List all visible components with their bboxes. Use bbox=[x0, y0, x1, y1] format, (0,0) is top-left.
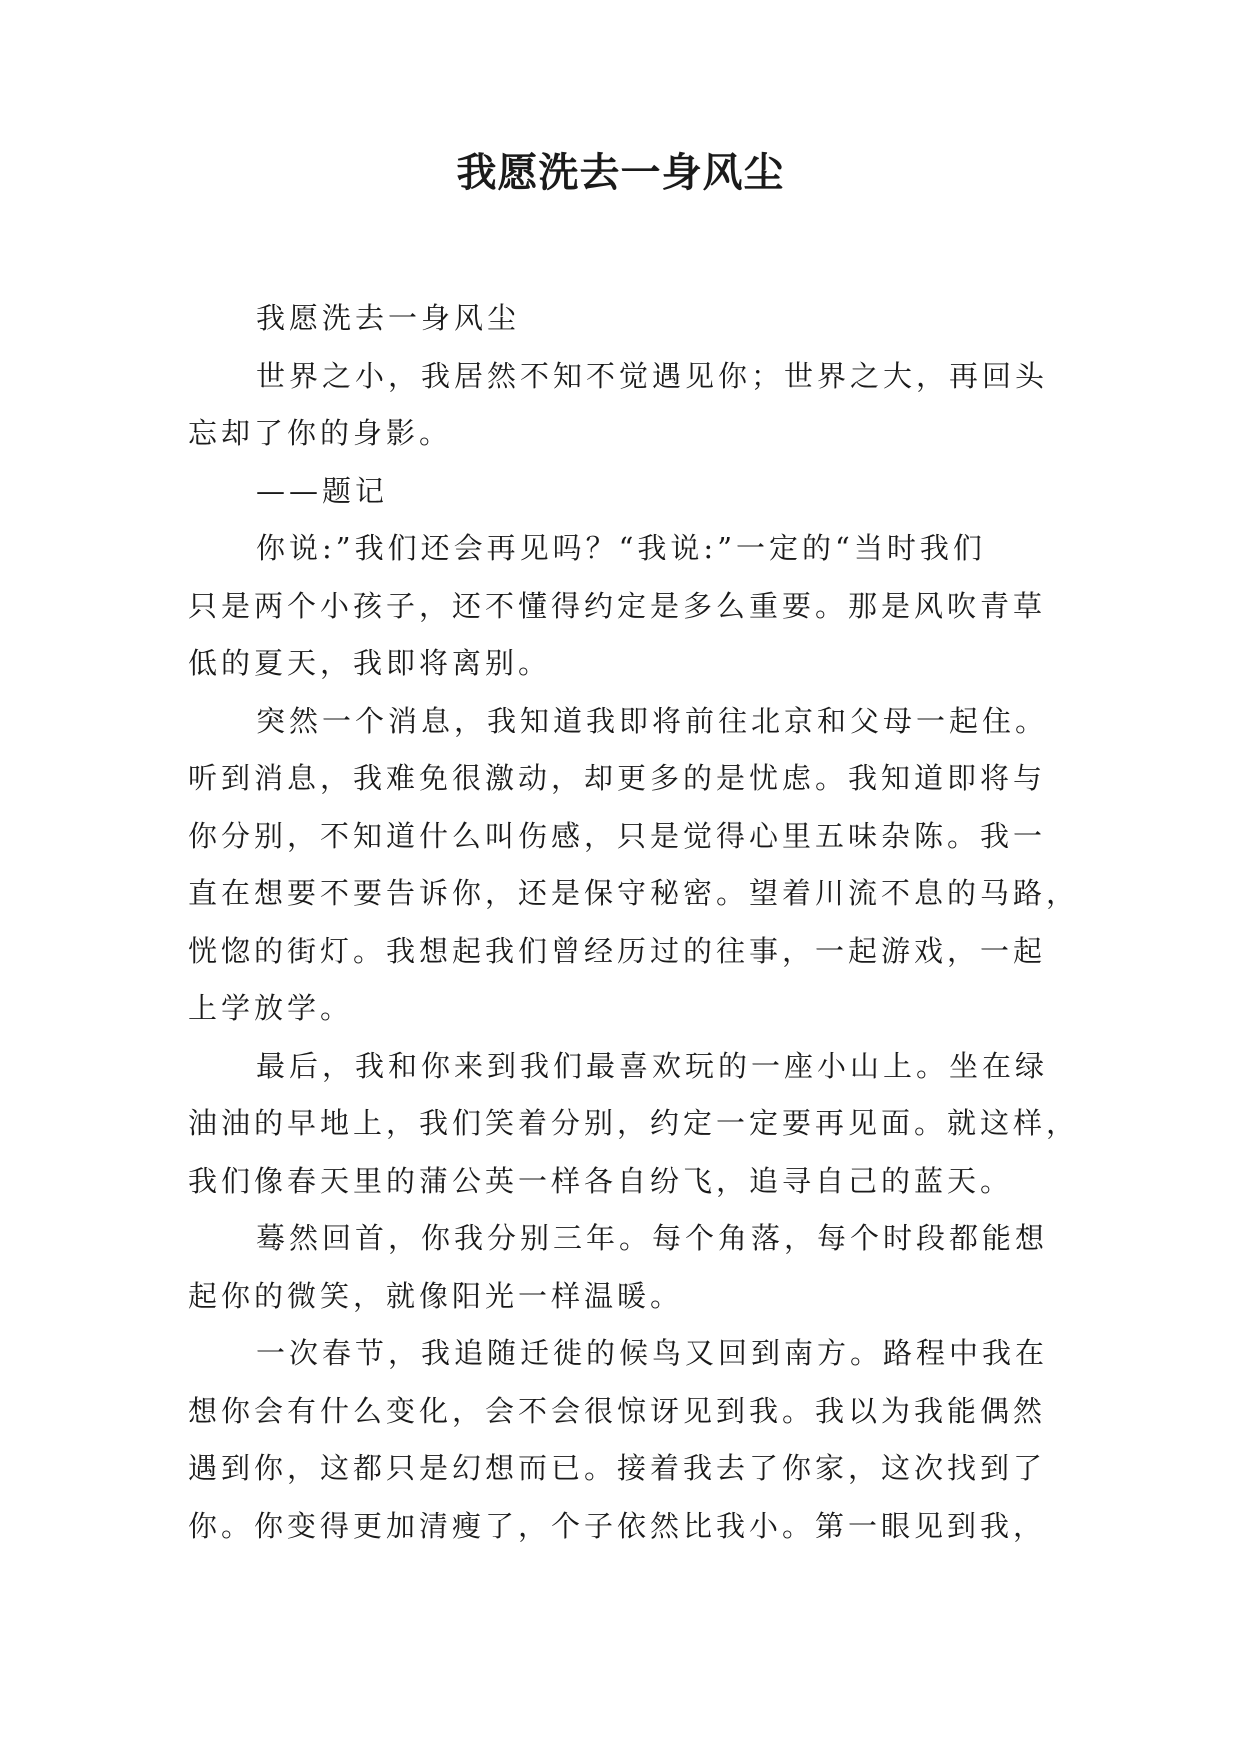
text-line: 起你的微笑，就像阳光一样温暖。 bbox=[188, 1278, 684, 1313]
text-line: 世界之小，我居然不知不觉遇见你；世界之大，再回头 bbox=[256, 358, 1049, 393]
text-line: 一次春节，我追随迁徙的候鸟又回到南方。路程中我在 bbox=[256, 1336, 1049, 1370]
text-line: 突然一个消息，我知道我即将前往北京和父母一起住。 bbox=[256, 703, 1049, 738]
text-line: 你分别，不知道什么叫伤感，只是觉得心里五味杂陈。我一 bbox=[188, 818, 1047, 853]
text-line: 遇到你，这都只是幻想而已。接着我去了你家，这次找到了 bbox=[188, 1451, 1047, 1485]
text-line: 想你会有什么变化，会不会很惊讶见到我。我以为我能偶然 bbox=[188, 1393, 1047, 1428]
text-line: 上学放学。 bbox=[188, 991, 354, 1025]
document-body bbox=[188, 290, 1080, 1555]
text-line: 忘却了你的身影。 bbox=[188, 416, 453, 450]
text-line: 你说:”我们还会再见吗？“我说:”一定的“当时我们 bbox=[256, 531, 986, 565]
text-line: 油油的早地上，我们笑着分别，约定一定要再见面。就这样， bbox=[188, 1106, 1080, 1140]
text-line: 低的夏天，我即将离别。 bbox=[188, 646, 552, 680]
text-line: 我们像春天里的蒲公英一样各自纷飞，追寻自己的蓝天。 bbox=[188, 1163, 1014, 1198]
text-line: ——题记 bbox=[256, 473, 389, 508]
text-line: 蓦然回首，你我分别三年。每个角落，每个时段都能想 bbox=[256, 1221, 1049, 1255]
text-line: 你。你变得更加清瘦了，个子依然比我小。第一眼见到我， bbox=[188, 1508, 1047, 1543]
text-line: 最后，我和你来到我们最喜欢玩的一座小山上。坐在绿 bbox=[256, 1048, 1049, 1083]
text-line: 直在想要不要告诉你，还是保守秘密。望着川流不息的马路， bbox=[188, 876, 1080, 910]
text-line: 只是两个小孩子，还不懂得约定是多么重要。那是风吹青草 bbox=[188, 588, 1047, 623]
text-line: 恍惚的街灯。我想起我们曾经历过的往事，一起游戏，一起 bbox=[188, 933, 1047, 968]
text-line: 听到消息，我难免很激动，却更多的是忧虑。我知道即将与 bbox=[188, 761, 1047, 795]
document-title: 我愿洗去一身风尘 bbox=[456, 150, 785, 196]
text-line: 我愿洗去一身风尘 bbox=[256, 301, 521, 335]
